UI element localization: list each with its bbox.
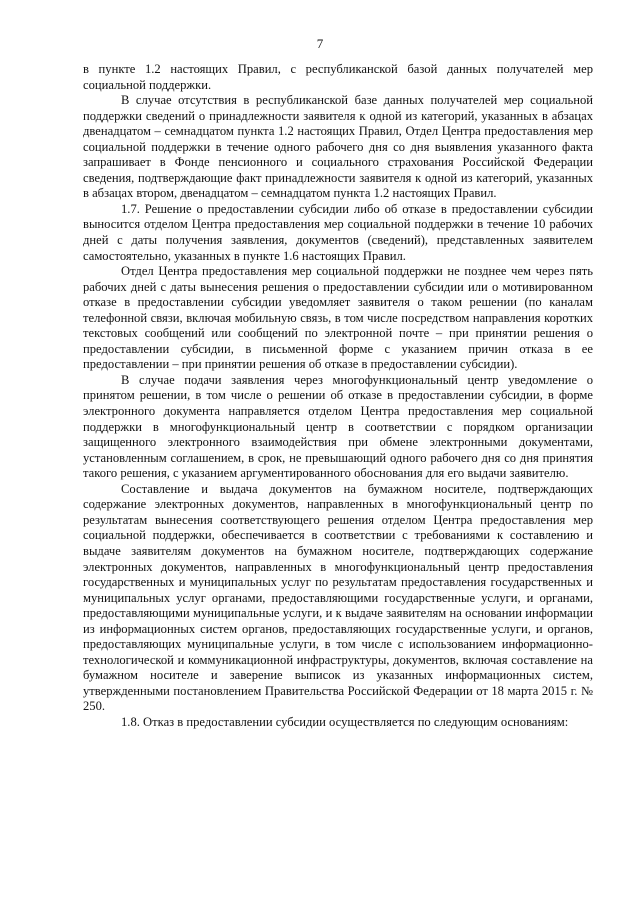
paragraph: В случае подачи заявления через многофункциональный центр уведомление о принятом решении, в том числе о решении об отказе в предоставлении субсидии, в форме электронного документа направляется отделом Центра предоставления мер социальной поддержки в многофункциональный центр в соответствии с порядком организации защищенного электронного взаимодействия при обмене электронными документами, установленным соглашением, в срок, не превышающий одного рабочего дня со дня принятия такого решения, с указанием аргументированного обоснования для его выдачи заявителю. <box>83 372 593 481</box>
paragraph: 1.7. Решение о предоставлении субсидии либо об отказе в предоставлении субсидии выносится отделом Центра предоставления мер социальной поддержки в течение 10 рабочих дней с даты получения заявления, документов (сведений), представленных заявителем самостоятельно, указанных в пункте 1.6 настоящих Правил. <box>83 201 593 263</box>
paragraph: Отдел Центра предоставления мер социальной поддержки не позднее чем через пять рабочих дней с даты вынесения решения о предоставлении субсидии или о мотивированном отказе в предоставлении субсидии уведомляет заявителя о таком решении (по каналам телефонной связи, включая мобильную связь, в том числе посредством направления коротких текстовых сообщений или сообщений по электронной почте – при принятии решения о предоставлении субсидии, в письменной форме с указанием причин отказа в ее предоставлении – при принятии решения об отказе в предоставлении субсидии). <box>83 264 593 372</box>
paragraph: В случае отсутствия в республиканской базе данных получателей мер социальной поддержки сведений о принадлежности заявителя к одной из категорий, указанных в абзацах двенадцатом – семнадцатом пункта 1.2 настоящих Правил, Отдел Центра предоставления мер социальной поддержки в течение одного рабочего дня со дня выявления указанного факта запрашивает в Фонде пенсионного и социального страхования Российской Федерации сведения, подтверждающие факт принадлежности заявителя к одной из категорий, указанных в абзацах втором, двенадцатом – семнадцатом пункта 1.2 настоящих Правил. <box>83 93 593 201</box>
paragraph: в пункте 1.2 настоящих Правил, с республиканской базой данных получателей мер социальной поддержки. <box>83 62 593 92</box>
document-body <box>83 62 593 731</box>
paragraph: 1.8. Отказ в предоставлении субсидии осуществляется по следующим основаниям: <box>121 714 569 729</box>
paragraph: Составление и выдача документов на бумажном носителе, подтверждающих содержание электронных документов, направленных в многофункциональный центр по результатам вынесения соответствующего решения отделом Центра предоставления мер социальной поддержки, обеспечивается в соответствии с требованиями к составлению и выдаче заявителям документов на бумажном носителе, подтверждающих содержание электронных документов, направленных в многофункциональный центр предоставления государственных и муниципальных услуг по результатам предоставления государственных и муниципальных услуг органами, предоставляющими государственные услуги, и органами, предоставляющими муниципальные услуги, и к выдаче заявителям на основании информации из информационных систем органов, предоставляющих государственные услуги, и органов, предоставляющих муниципальные услуги, в том числе с использованием информационно-технологической и коммуникационной инфраструктуры, документов, включая составление на бумажном носителе и заверение выписок из указанных информационных систем, утвержденными постановлением Правительства Российской Федерации от 18 марта 2015 г. № 250. <box>83 481 593 714</box>
page-number: 7 <box>316 36 324 51</box>
